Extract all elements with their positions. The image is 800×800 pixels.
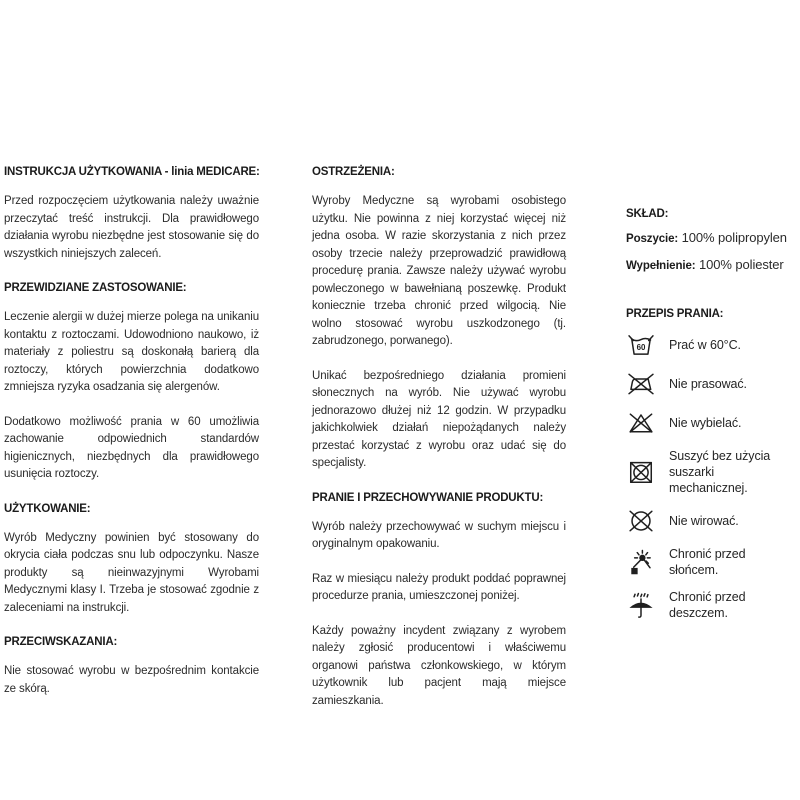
intro-paragraph: Przed rozpoczęciem użytkowania należy uważnie przeczytać treść instrukcji. Dla prawidłowego działania wyrobu niezbędne jest stosowanie się do wszystkich niniejszych zaleceń. <box>4 195 259 260</box>
care-label: Chronić przed słońcem. <box>669 547 746 577</box>
care-row-do-not-iron <box>626 370 798 398</box>
care-label: Nie prasować. <box>669 377 747 391</box>
intended-use-paragraph-1: Leczenie alergii w dużej mierze polega na unikaniu kontaktu z roztoczami. Udowodniono naukowo, iż materiały z poliestru są doskonałą barierą dla roztoczy, których powierzchnia dodatkowo zmniejsza ryzyka osadzania się alergenów. <box>4 311 259 393</box>
contraindications-paragraph: Nie stosować wyrobu w bezpośrednim kontakcie ze skórą. <box>4 665 259 695</box>
column-warnings <box>312 166 566 710</box>
care-row-do-not-tumble-dry <box>626 448 798 496</box>
washing-paragraph-3: Każdy poważny incydent związany z wyrobem należy zgłosić producentowi i właściwemu organowi państwa członkowskiego, w którym użytkownik lub pacjent mają miejsce zamieszkania. <box>312 624 566 707</box>
protect-from-rain-icon <box>626 592 656 619</box>
washing-storage-heading: PRANIE I PRZECHOWYWANIE PRODUKTU: <box>312 491 544 504</box>
care-row-wash-60 <box>626 331 798 359</box>
care-row-protect-from-rain <box>626 589 798 621</box>
filling-composition-line <box>626 257 798 274</box>
warnings-paragraph-2: Unikać bezpośredniego działania promieni słonecznych na wyrób. Nie używać wyrobu jednorazowo dłużej niż 12 godzin. W przypadku jakichkolwiek działań niepożądanych należy przestać korzystać z wyrobu oraz udać się do specjalisty. <box>312 369 566 469</box>
do-not-bleach-icon <box>626 410 656 436</box>
care-row-protect-from-sun <box>626 546 798 578</box>
composition-heading: SKŁAD: <box>626 208 669 220</box>
intended-use-paragraph-2: Dodatkowo możliwość prania w 60 umożliwia zachowanie odpowiednich standardów higienicznych, niezbędnych dla prawidłowego usunięcia roztoczy. <box>4 415 259 480</box>
care-label: Suszyć bez użycia suszarki mechanicznej. <box>669 449 771 495</box>
care-label: Chronić przed deszczem. <box>669 590 746 620</box>
filling-label: Wypełnienie: <box>626 260 696 272</box>
care-row-do-not-bleach <box>626 409 798 437</box>
care-instructions-heading: PRZEPIS PRANIA: <box>626 308 724 320</box>
usage-heading: UŻYTKOWANIE: <box>4 502 91 515</box>
washing-paragraph-2: Raz w miesiącu należy produkt poddać poprawnej procedurze prania, umieszczonej poniżej. <box>312 572 566 602</box>
column-composition-care <box>626 208 798 621</box>
usage-paragraph: Wyrób Medyczny powinien być stosowany do okrycia ciała podczas snu lub odpoczynku. Nasze produkty są nieinwazyjnymi Wyrobami Medycznymi klasy I. Trzeba je stosować zgodnie z zaleceniami na instrukcji. <box>4 531 259 614</box>
intended-use-heading: PRZEWIDZIANE ZASTOSOWANIE: <box>4 282 187 294</box>
warnings-heading: OSTRZEŻENIA: <box>312 166 395 178</box>
do-not-tumble-dry-icon <box>626 459 656 485</box>
cover-value: 100% polipropylen <box>681 230 787 245</box>
cover-composition-line <box>626 230 798 247</box>
leaflet-title: INSTRUKCJA UŻYTKOWANIA - linia MEDICARE: <box>4 166 260 178</box>
warnings-paragraph-1: Wyroby Medyczne są wyrobami osobistego użytku. Nie powinna z niej korzystać więcej niż jedna osoba. W razie skorzystania z nich przez osoby trzecie należy przeprowadzić prawidłową procedurę prania. Zawsze należy używać wyrobu powleczonego w bawełnianą poszewkę. Produkt koniecznie trzeba chronić przed wilgocią. Nie wolno stosować wyrobu uszkodzonego (tj. zabrudzonego, porwanego). <box>312 195 566 347</box>
washing-paragraph-1: Wyrób należy przechowywać w suchym miejscu i oryginalnym opakowaniu. <box>312 520 566 550</box>
wash-60-icon <box>626 332 656 358</box>
cover-label: Poszycie: <box>626 233 679 245</box>
care-symbols-list <box>626 331 798 621</box>
do-not-wring-icon <box>626 508 656 534</box>
svg-text:60: 60 <box>636 343 646 353</box>
contraindications-heading: PRZECIWSKAZANIA: <box>4 636 118 648</box>
do-not-iron-icon <box>626 371 656 397</box>
filling-value: 100% poliester <box>699 257 784 272</box>
care-label: Nie wirować. <box>669 514 739 528</box>
care-label: Prać w 60°C. <box>669 338 741 352</box>
protect-from-sun-icon <box>626 549 656 576</box>
column-instructions <box>4 166 259 698</box>
care-label: Nie wybielać. <box>669 416 742 430</box>
care-row-do-not-wring <box>626 507 798 535</box>
